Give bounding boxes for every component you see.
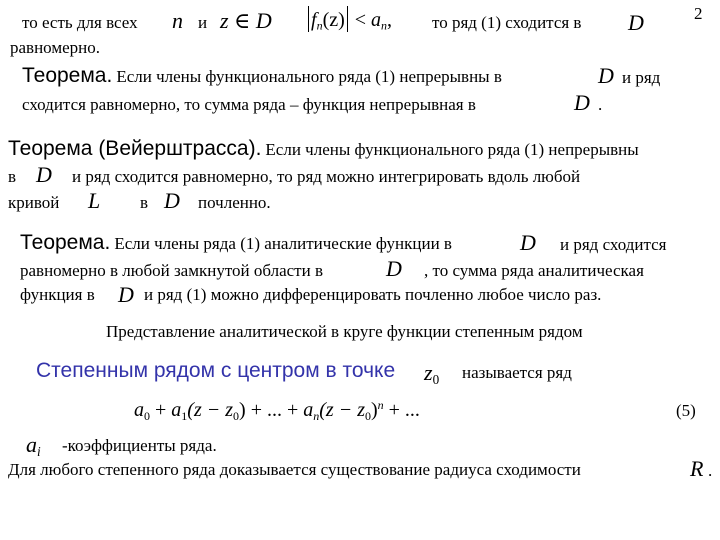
theorem3-text-d: , то сумма ряда аналитическая — [424, 261, 644, 280]
z-in-D: z ∈ D — [220, 8, 272, 33]
var-n: n — [172, 8, 183, 33]
theorem2-curve: кривой — [8, 193, 60, 212]
theorem3-text-f: и ряд (1) можно дифференцировать почленно любое число раз. — [144, 285, 602, 304]
theorem3-text-b: и ряд сходится — [560, 235, 667, 254]
abs-bar-right — [347, 6, 348, 32]
coeff-symbol: ai — [26, 432, 41, 459]
theorem3-text-a: Если члены ряда (1) аналитические функции в — [114, 234, 452, 253]
theorem3-text-e: функция в — [20, 285, 95, 304]
theorem2-in2: в — [140, 193, 149, 212]
theorem3-text-c: равномерно в любой замкнутой области в — [20, 261, 323, 280]
theorem2-in: в — [8, 167, 17, 186]
converges-text: то ряд (1) сходится в — [432, 13, 582, 32]
abs-bar-left — [308, 6, 309, 32]
theorem1-D2: D — [574, 90, 590, 115]
theorem1-text-b: и ряд — [622, 68, 661, 87]
theorem2-D1: D — [36, 162, 52, 187]
theorem1-title: Теорема. — [22, 64, 113, 87]
and-word: и — [198, 13, 208, 32]
theorem2-line1 — [8, 137, 639, 161]
theorem2-text-a: Если члены функционального ряда (1) непрерывны — [265, 140, 639, 159]
theorem3-line1 — [20, 231, 452, 255]
uniformly-text: равномерно. — [10, 38, 100, 57]
z0-symbol: $z_0$ — [424, 360, 440, 387]
theorem1-end: . — [598, 95, 603, 114]
theorem2-text-b: и ряд сходится равномерно, то ряд можно интегрировать вдоль любой — [72, 167, 581, 186]
radius-R: R — [690, 456, 704, 481]
theorem3-title: Теорема. — [20, 231, 111, 254]
theorem1-D1: D — [598, 63, 614, 88]
theorem3-D1: D — [520, 230, 536, 255]
power-series-formula: $a_0 + a_1(z - z_0)$ + ... + $an(z - z_0)^n$ + ... — [134, 398, 420, 423]
domain-D: D — [628, 10, 644, 35]
coeff-text: -коэффициенты ряда. — [62, 436, 217, 455]
theorem1-text-c: сходится равномерно, то сумма ряда – функция непрерывная в — [22, 95, 476, 114]
condition-prefix: то есть для всех — [22, 13, 138, 32]
radius-end: . — [708, 461, 713, 480]
inequality: fn(z) < an, — [306, 6, 392, 34]
theorem1-text-a: Если члены функционального ряда (1) непрерывны в — [116, 67, 502, 86]
theorem3-D3: D — [118, 282, 134, 307]
section-heading: Представление аналитической в круге функции степенным рядом — [106, 322, 583, 341]
theorem2-text-c: почленно. — [198, 193, 271, 212]
formula-label: (5) — [676, 401, 696, 420]
theorem2-L: L — [88, 188, 101, 213]
definition-lead: Степенным рядом с центром в точке — [36, 359, 396, 382]
theorem3-D2: D — [386, 256, 402, 281]
theorem2-title: Теорема (Вейерштрасса). — [8, 137, 262, 160]
radius-statement: Для любого степенного ряда доказывается существование радиуса сходимости — [8, 460, 581, 479]
page-number: 2 — [694, 4, 703, 23]
definition-tail: называется ряд — [462, 363, 572, 382]
theorem1-line1 — [22, 64, 502, 88]
theorem2-D2: D — [164, 188, 180, 213]
